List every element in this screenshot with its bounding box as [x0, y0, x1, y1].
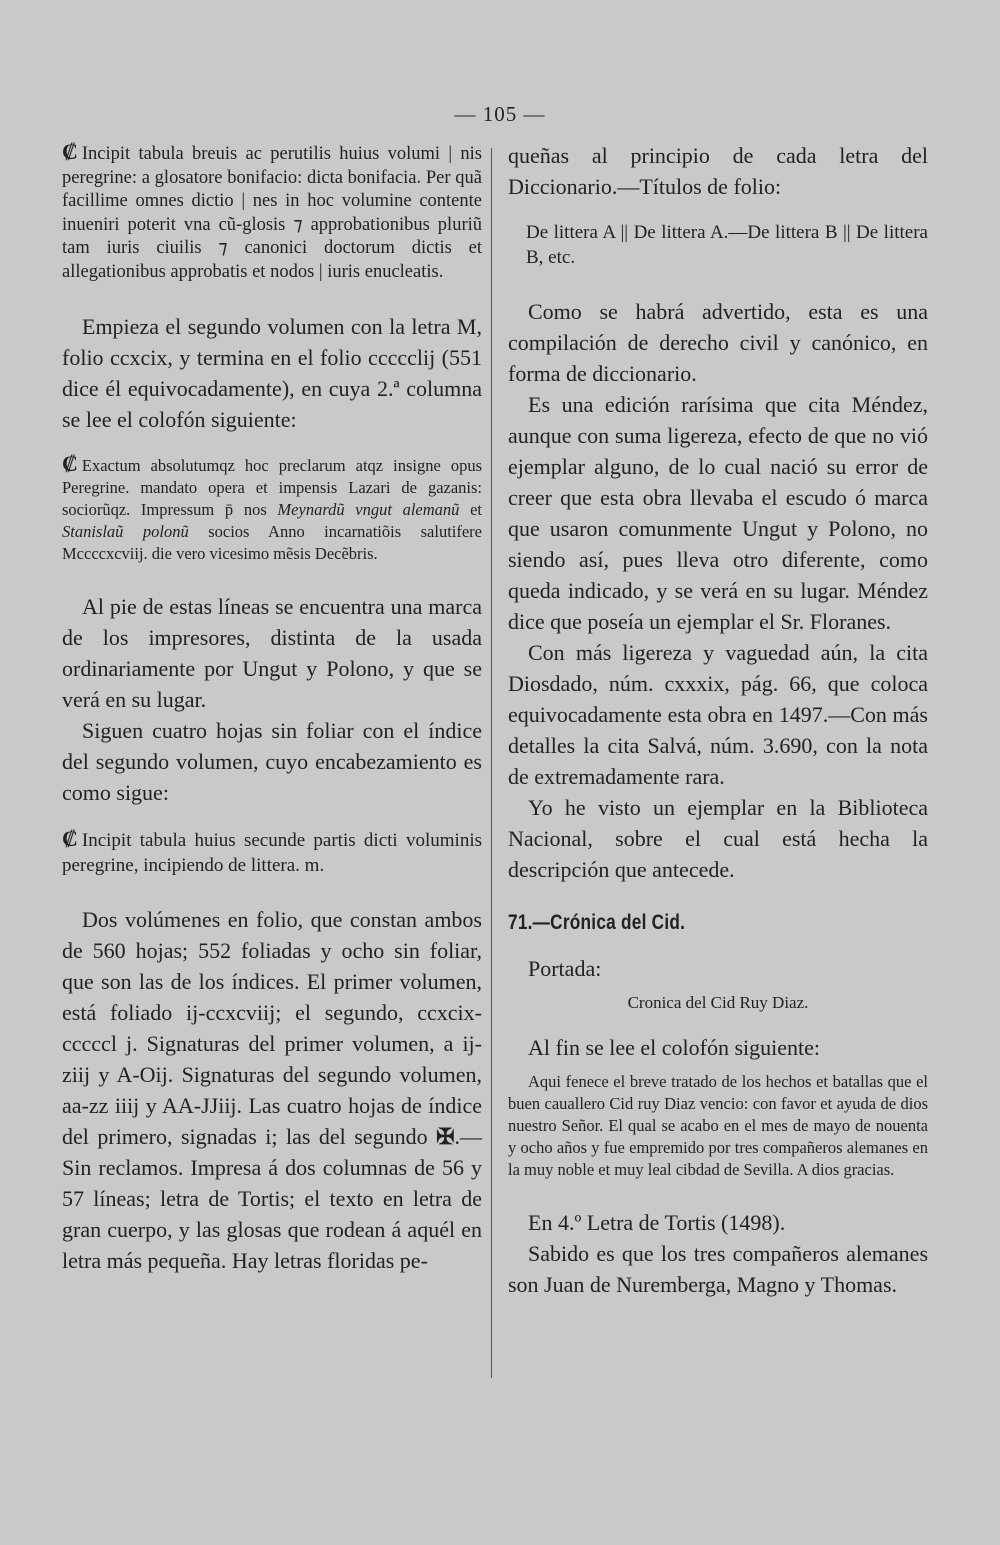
page-number: — 105 — — [454, 102, 546, 126]
paragraph-diosdado: Con más ligereza y vaguedad aún, la cita Diosdado, núm. cxxxix, pág. 66, que coloca equivocadamente esta obra en 1497.—Con más detalles la cita Salvá, núm. 3.690, con la nota de extremadamente rara. — [508, 640, 928, 789]
portada-label: Portada: — [528, 956, 602, 981]
colophon-printer-2: Stanislaũ polonũ — [62, 521, 189, 541]
incipit-text: Incipit tabula breuis ac perutilis huius volumi | nis peregrine: a glosatore bonifacio: dicta bonifacia. Per quã facillime omnes dictio | nes in hoc volumine contente inueniri poterit vna cũ-glosis ⁊ approbationibus pluriũ tam iuris ciuilis ⁊ canonici doctorum dictis et allegationibus approbatis et nodos | iuris enucleatis. — [62, 144, 482, 282]
colophon-paragraph — [62, 450, 483, 565]
pilcrow-icon: ₡ — [62, 825, 78, 851]
paragraph-compilation: Como se habrá advertido, esta es una compilación de derecho civil y canónico, en forma de diccionario. — [508, 299, 928, 386]
paragraph-biblioteca: Yo he visto un ejemplar en la Biblioteca Nacional, sobre el cual está hecha la descripción que antecede. — [508, 795, 928, 882]
right-column — [508, 140, 928, 1300]
cid-colophon: Aqui fenece el breve tratado de los hechos et batallas que el buen cauallero Cid ruy Diaz vencio: con favor et ayuda de dios nuestro Señor. El qual se acabo en el mes de mayo de nouenta y ocho años y fue empremido por tres compañeros alemanes en la muy noble et muy leal cibdad de Sevilla. A dios gracias. — [508, 1072, 928, 1179]
colophon-text-a: Exactum absolutumqz hoc preclarum atqz insigne opus Peregrine. mandato opera et impensis Lazari de gazanis: sociorũqz. Impressum p̄ nos — [62, 455, 482, 519]
incipit-second-paragraph — [62, 826, 482, 878]
paragraph-companions: Sabido es que los tres compañeros alemanes son Juan de Nuremberga, Magno y Thomas. — [508, 1241, 928, 1297]
colophon-text-e: socios Anno incarnatiõis salutifere Mccccxcviij. die vero vicesimo mẽsis Decẽbris. — [62, 521, 482, 563]
column-divider — [491, 148, 492, 1378]
section-heading: 71.—Crónica del Cid. — [508, 911, 686, 934]
description-text-a: Dos volúmenes en folio, que constan ambos de 560 hojas; 552 foliadas y ocho sin foliar, que son las de los índices. El primer volumen, está foliado ij-ccxcviij; el segundo, ccxcix-cccccl j. Signaturas del primer volumen, a ij-ziij y A-Oij. Signaturas del segundo volumen, aa-zz iiij y AA-JJiij. Las cuatro hojas de índice del primero, signadas i; las del segundo — [62, 906, 482, 1149]
colophon-text-c: et — [470, 499, 483, 519]
paragraph-format: En 4.º Letra de Tortis (1498). — [528, 1210, 786, 1235]
incipit-second-text: Incipit tabula huius secunde partis dicti voluminis peregrine, incipiendo de littera. m. — [62, 829, 482, 876]
left-column — [62, 140, 482, 1276]
paragraph-continuation: queñas al principio de cada letra del Diccionario.—Títulos de folio: — [508, 143, 928, 199]
description-text-b: .—Sin reclamos. Impresa á dos columnas de 56 y 57 líneas; letra de Tortis; el texto en letra de gran cuerpo, y las glosas que rodean á aquél en letra más pequeña. Hay letras floridas pe- — [62, 1123, 483, 1273]
pilcrow-icon: ₡ — [62, 450, 78, 476]
colophon-printer-1: Meynardũ vngut alemanũ — [277, 499, 460, 519]
portada-title: Cronica del Cid Ruy Diaz. — [627, 993, 809, 1012]
folio-titles: De littera A || De littera A.—De littera B || De littera B, etc. — [526, 222, 928, 268]
cross-icon: ✠ — [436, 1123, 455, 1149]
paragraph-printer-mark: Al pie de estas líneas se encuentra una marca de los impresores, distinta de la usada ordinariamente por Ungut y Polono, y que se verá en su lugar. — [62, 593, 482, 712]
paragraph-volume-two: Empieza el segundo volumen con la letra M, folio ccxcix, y termina en el folio cccccliј (551 dice él equivocadamente), en cuya 2.ª columna se lee el colofón siguiente: — [62, 313, 482, 432]
paragraph-rare-edition: Es una edición rarísima que cita Méndez, aunque con suma ligereza, efecto de que no vió ejemplar alguno, de lo cual nació su error de creer que esta obra llevaba el escudo ó marca que usaron comunmente Ungut y Polono, no siendo así, pues lleva otro diferente, como queda indicado, y se verá en su lugar. Méndez dice que poseía un ejemplar el Sr. Floranes. — [508, 392, 928, 634]
pilcrow-icon: ₡ — [62, 139, 78, 164]
paragraph-index-sheets: Siguen cuatro hojas sin foliar con el índice del segundo volumen, cuyo encabezamiento es como sigue: — [62, 717, 482, 805]
incipit-paragraph — [62, 140, 482, 285]
colophon-intro: Al fin se lee el colofón siguiente: — [528, 1035, 821, 1060]
paragraph-description — [62, 904, 482, 1276]
